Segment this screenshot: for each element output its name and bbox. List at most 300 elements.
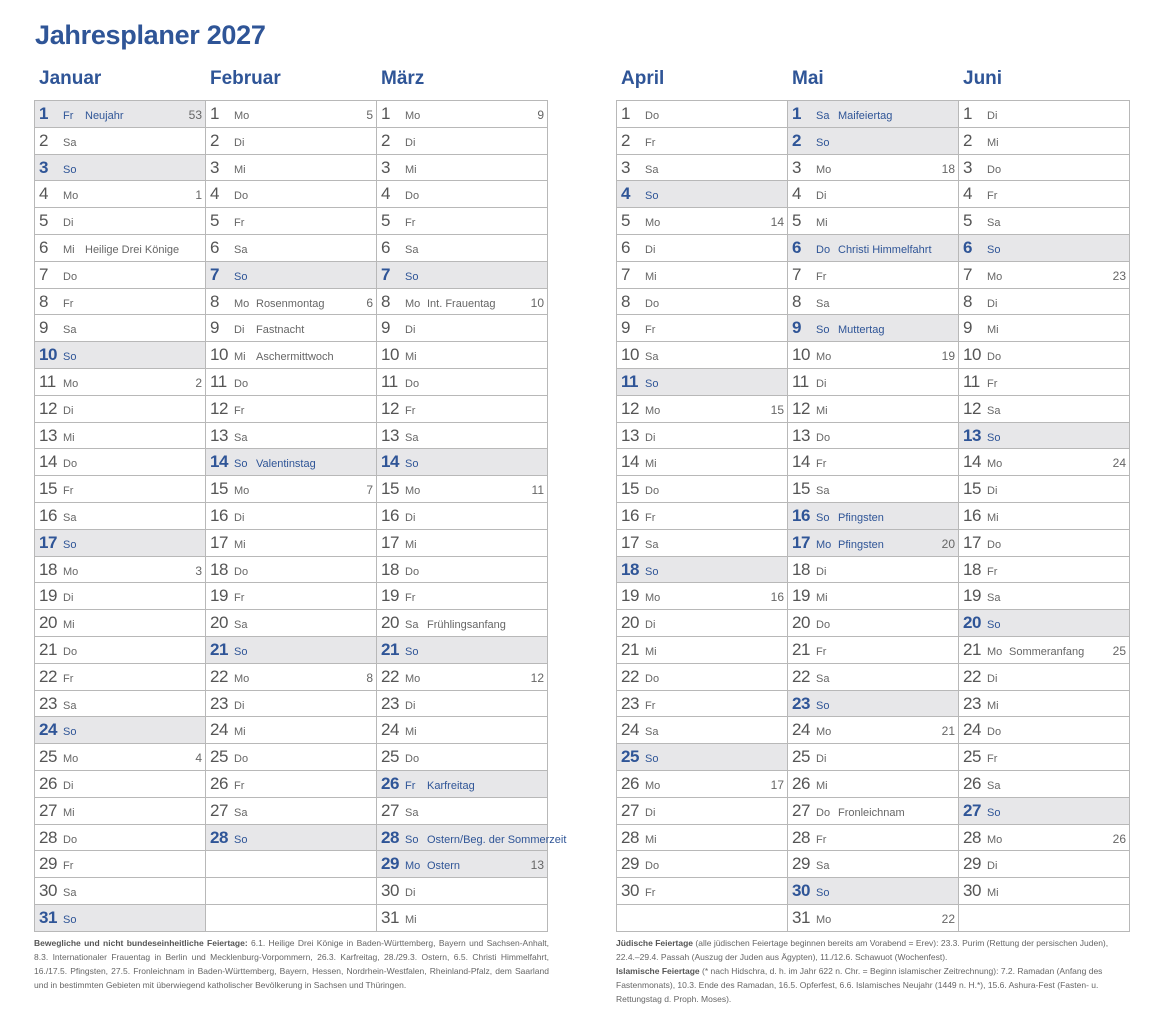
day-number: 21 <box>621 639 639 659</box>
weekday-label: Di <box>816 565 827 578</box>
day-cell[interactable] <box>788 369 959 396</box>
day-cell[interactable] <box>959 369 1130 396</box>
event-label: Rosenmontag <box>256 297 325 310</box>
week-number: 12 <box>530 670 544 685</box>
day-number: 15 <box>621 479 639 499</box>
day-cell[interactable] <box>35 825 206 852</box>
weekday-label: Do <box>405 753 420 766</box>
day-cell[interactable] <box>617 717 788 744</box>
day-cell[interactable] <box>617 583 788 610</box>
weekday-label: Di <box>987 297 998 310</box>
day-number: 12 <box>963 398 981 418</box>
day-cell[interactable] <box>377 744 548 771</box>
day-cell[interactable] <box>788 771 959 798</box>
day-cell[interactable] <box>788 798 959 825</box>
day-cell[interactable] <box>617 530 788 557</box>
day-cell[interactable] <box>377 664 548 691</box>
day-cell[interactable] <box>206 610 377 637</box>
weekday-label: Mo <box>816 351 832 364</box>
day-number: 14 <box>210 452 228 472</box>
day-cell[interactable] <box>788 637 959 664</box>
day-cell[interactable] <box>959 691 1130 718</box>
day-number: 6 <box>39 237 49 257</box>
day-cell[interactable] <box>617 476 788 503</box>
day-number: 15 <box>963 479 981 499</box>
day-cell[interactable] <box>35 744 206 771</box>
day-cell[interactable] <box>959 235 1130 262</box>
weekday-label: Do <box>987 351 1002 364</box>
day-cell[interactable] <box>206 155 377 182</box>
day-cell[interactable] <box>35 181 206 208</box>
weekday-label: Fr <box>405 217 416 230</box>
day-cell[interactable] <box>35 610 206 637</box>
weekday-label: Mo <box>63 377 79 390</box>
day-cell[interactable] <box>617 235 788 262</box>
day-cell[interactable] <box>959 744 1130 771</box>
day-cell[interactable] <box>788 396 959 423</box>
day-number: 13 <box>39 425 57 445</box>
day-cell[interactable] <box>617 396 788 423</box>
day-cell[interactable] <box>788 449 959 476</box>
day-cell[interactable] <box>788 851 959 878</box>
day-cell[interactable] <box>959 101 1130 128</box>
page-title: Jahresplaner 2027 <box>35 20 266 50</box>
day-number: 10 <box>792 345 810 365</box>
day-cell[interactable] <box>959 878 1130 905</box>
day-cell[interactable] <box>35 905 206 932</box>
weekday-label: Di <box>63 217 74 230</box>
day-cell[interactable] <box>206 771 377 798</box>
day-cell[interactable] <box>788 128 959 155</box>
day-number: 11 <box>381 371 398 391</box>
weekday-label: Mo <box>987 458 1003 471</box>
day-cell[interactable] <box>377 449 548 476</box>
day-cell[interactable] <box>959 771 1130 798</box>
day-number: 7 <box>381 264 391 284</box>
weekday-label: Mi <box>405 913 417 926</box>
day-cell[interactable] <box>788 878 959 905</box>
day-cell[interactable] <box>788 289 959 316</box>
weekday-label: Sa <box>405 243 419 256</box>
day-number: 19 <box>39 586 57 606</box>
day-cell[interactable] <box>959 449 1130 476</box>
day-number: 19 <box>621 586 639 606</box>
day-cell[interactable] <box>788 423 959 450</box>
day-cell[interactable] <box>617 610 788 637</box>
day-cell[interactable] <box>617 101 788 128</box>
day-cell[interactable] <box>377 155 548 182</box>
day-cell[interactable] <box>617 503 788 530</box>
day-number: 13 <box>621 425 639 445</box>
day-cell[interactable] <box>959 583 1130 610</box>
day-cell[interactable] <box>377 128 548 155</box>
day-cell[interactable] <box>35 557 206 584</box>
week-number: 25 <box>1112 643 1126 658</box>
day-number: 31 <box>39 907 57 927</box>
day-cell[interactable] <box>959 342 1130 369</box>
day-cell[interactable] <box>959 503 1130 530</box>
week-number: 8 <box>366 670 373 685</box>
day-cell[interactable] <box>377 369 548 396</box>
day-number: 1 <box>621 104 631 123</box>
day-cell[interactable] <box>35 369 206 396</box>
day-cell[interactable] <box>377 342 548 369</box>
weekday-label: Mi <box>234 726 246 739</box>
weekday-label: Fr <box>645 324 656 337</box>
day-cell[interactable] <box>206 369 377 396</box>
month-column <box>206 101 377 932</box>
weekday-label: Fr <box>987 753 998 766</box>
day-cell[interactable] <box>206 289 377 316</box>
day-cell[interactable] <box>959 289 1130 316</box>
week-number: 26 <box>1112 831 1126 846</box>
day-number: 10 <box>963 345 981 365</box>
day-cell[interactable] <box>959 155 1130 182</box>
day-cell[interactable] <box>35 851 206 878</box>
day-cell[interactable] <box>617 691 788 718</box>
day-cell[interactable] <box>788 235 959 262</box>
day-number: 16 <box>381 505 399 525</box>
event-label: Christi Himmelfahrt <box>838 243 932 256</box>
weekday-label: Do <box>63 270 78 283</box>
day-cell[interactable] <box>206 637 377 664</box>
day-cell[interactable] <box>377 476 548 503</box>
day-number: 24 <box>792 720 810 740</box>
day-cell[interactable] <box>959 315 1130 342</box>
day-cell[interactable] <box>35 342 206 369</box>
day-cell[interactable] <box>206 503 377 530</box>
day-cell[interactable] <box>377 181 548 208</box>
day-cell[interactable] <box>788 503 959 530</box>
weekday-label: So <box>816 511 830 524</box>
weekday-label: Fr <box>816 458 827 471</box>
weekday-label: Do <box>816 431 831 444</box>
day-cell[interactable] <box>206 262 377 289</box>
day-cell[interactable] <box>35 262 206 289</box>
day-cell[interactable] <box>377 878 548 905</box>
day-cell[interactable] <box>377 396 548 423</box>
event-label: Pfingsten <box>838 511 884 524</box>
day-cell[interactable] <box>35 530 206 557</box>
weekday-label: So <box>816 136 830 149</box>
day-number: 29 <box>39 854 57 874</box>
day-cell[interactable] <box>35 128 206 155</box>
day-cell[interactable] <box>377 610 548 637</box>
weekday-label: Sa <box>987 217 1001 230</box>
day-cell[interactable] <box>788 315 959 342</box>
day-cell[interactable] <box>377 691 548 718</box>
day-cell[interactable] <box>617 825 788 852</box>
day-number: 24 <box>621 720 639 740</box>
day-cell[interactable] <box>35 208 206 235</box>
day-cell[interactable] <box>377 557 548 584</box>
day-cell[interactable] <box>617 664 788 691</box>
day-number: 7 <box>963 264 973 284</box>
weekday-label: Fr <box>234 217 245 230</box>
empty-day-cell <box>617 905 788 932</box>
weekday-label: Di <box>63 404 74 417</box>
day-cell[interactable] <box>377 235 548 262</box>
day-number: 3 <box>210 157 220 177</box>
day-number: 17 <box>381 532 399 552</box>
day-cell[interactable] <box>788 664 959 691</box>
week-number: 24 <box>1112 456 1126 471</box>
weekday-label: Fr <box>405 592 416 605</box>
day-cell[interactable] <box>959 717 1130 744</box>
day-cell[interactable] <box>617 155 788 182</box>
day-number: 27 <box>963 800 981 820</box>
day-cell[interactable] <box>206 530 377 557</box>
day-cell[interactable] <box>377 851 548 878</box>
day-cell[interactable] <box>206 128 377 155</box>
week-number: 6 <box>366 295 373 310</box>
day-cell[interactable] <box>959 610 1130 637</box>
day-number: 17 <box>792 532 810 552</box>
day-cell[interactable] <box>35 637 206 664</box>
day-number: 8 <box>621 291 631 311</box>
day-cell[interactable] <box>206 342 377 369</box>
day-cell[interactable] <box>617 315 788 342</box>
day-number: 24 <box>39 720 57 740</box>
day-cell[interactable] <box>206 717 377 744</box>
day-cell[interactable] <box>617 181 788 208</box>
day-cell[interactable] <box>35 396 206 423</box>
weekday-label: Mi <box>816 404 828 417</box>
day-cell[interactable] <box>788 610 959 637</box>
day-cell[interactable] <box>617 771 788 798</box>
day-cell[interactable] <box>35 476 206 503</box>
weekday-label: Mo <box>405 485 421 498</box>
weekday-label: Mo <box>405 672 421 685</box>
weekday-label: Sa <box>645 726 659 739</box>
event-label: Frühlingsanfang <box>427 619 506 632</box>
day-cell[interactable] <box>959 128 1130 155</box>
day-cell[interactable] <box>377 771 548 798</box>
weekday-label: Mo <box>234 297 250 310</box>
weekday-label: So <box>645 190 659 203</box>
day-cell[interactable] <box>206 557 377 584</box>
day-cell[interactable] <box>206 396 377 423</box>
weekday-label: Fr <box>63 672 74 685</box>
day-cell[interactable] <box>35 289 206 316</box>
day-cell[interactable] <box>617 557 788 584</box>
day-cell[interactable] <box>35 691 206 718</box>
day-cell[interactable] <box>959 208 1130 235</box>
day-cell[interactable] <box>206 664 377 691</box>
day-cell[interactable] <box>959 664 1130 691</box>
day-cell[interactable] <box>206 101 377 128</box>
day-cell[interactable] <box>35 101 206 128</box>
day-number: 30 <box>621 881 639 901</box>
day-cell[interactable] <box>617 208 788 235</box>
panel-apr-jun <box>616 66 1130 932</box>
day-cell[interactable] <box>35 878 206 905</box>
weekday-label: Do <box>987 163 1002 176</box>
day-number: 22 <box>39 666 57 686</box>
day-cell[interactable] <box>959 557 1130 584</box>
day-cell[interactable] <box>35 155 206 182</box>
weekday-label: Sa <box>816 110 830 122</box>
day-number: 15 <box>39 479 57 499</box>
day-cell[interactable] <box>788 691 959 718</box>
day-cell[interactable] <box>206 744 377 771</box>
day-cell[interactable] <box>206 235 377 262</box>
day-cell[interactable] <box>377 423 548 450</box>
day-cell[interactable] <box>617 369 788 396</box>
day-cell[interactable] <box>35 235 206 262</box>
day-cell[interactable] <box>35 449 206 476</box>
day-cell[interactable] <box>377 717 548 744</box>
day-cell[interactable] <box>959 825 1130 852</box>
day-cell[interactable] <box>35 583 206 610</box>
day-cell[interactable] <box>206 423 377 450</box>
weekday-label: Mo <box>645 217 661 230</box>
day-cell[interactable] <box>206 825 377 852</box>
day-cell[interactable] <box>788 583 959 610</box>
day-cell[interactable] <box>206 208 377 235</box>
day-number: 10 <box>381 345 399 365</box>
day-cell[interactable] <box>959 396 1130 423</box>
day-cell[interactable] <box>206 315 377 342</box>
day-cell[interactable] <box>206 691 377 718</box>
week-number: 13 <box>530 858 544 873</box>
day-cell[interactable] <box>377 101 548 128</box>
day-cell[interactable] <box>206 798 377 825</box>
day-number: 20 <box>210 613 228 633</box>
weekday-label: Mo <box>63 753 79 766</box>
day-cell[interactable] <box>959 637 1130 664</box>
day-cell[interactable] <box>377 503 548 530</box>
day-cell[interactable] <box>617 851 788 878</box>
weekday-label: So <box>816 887 830 900</box>
weekday-label: Di <box>987 485 998 498</box>
day-cell[interactable] <box>788 744 959 771</box>
day-cell[interactable] <box>377 289 548 316</box>
month-header-row <box>616 66 1130 100</box>
day-cell[interactable] <box>377 262 548 289</box>
day-cell[interactable] <box>35 798 206 825</box>
weekday-label: Mi <box>645 645 657 658</box>
day-cell[interactable] <box>35 315 206 342</box>
day-cell[interactable] <box>617 289 788 316</box>
weekday-label: Di <box>405 324 416 337</box>
day-number: 6 <box>963 237 973 257</box>
day-number: 8 <box>792 291 802 311</box>
day-number: 11 <box>39 371 56 391</box>
weekday-label: Mi <box>645 833 657 846</box>
day-cell[interactable] <box>377 637 548 664</box>
weekday-label: So <box>234 270 248 283</box>
day-cell[interactable] <box>617 128 788 155</box>
day-cell[interactable] <box>617 637 788 664</box>
day-cell[interactable] <box>788 181 959 208</box>
day-number: 21 <box>792 639 810 659</box>
day-cell[interactable] <box>788 530 959 557</box>
day-cell[interactable] <box>377 798 548 825</box>
day-cell[interactable] <box>617 449 788 476</box>
day-cell[interactable] <box>788 557 959 584</box>
day-cell[interactable] <box>35 717 206 744</box>
day-cell[interactable] <box>617 342 788 369</box>
weekday-label: Fr <box>645 511 656 524</box>
day-number: 27 <box>381 800 399 820</box>
weekday-label: Di <box>63 592 74 605</box>
day-cell[interactable] <box>617 744 788 771</box>
day-cell[interactable] <box>206 181 377 208</box>
weekday-label: Di <box>645 431 656 444</box>
day-cell[interactable] <box>617 262 788 289</box>
day-cell[interactable] <box>377 905 548 932</box>
day-number: 31 <box>792 907 810 927</box>
weekday-label: Fr <box>63 297 74 310</box>
day-cell[interactable] <box>35 771 206 798</box>
day-cell[interactable] <box>35 423 206 450</box>
day-cell[interactable] <box>788 101 959 128</box>
weekday-label: Di <box>63 779 74 792</box>
day-cell[interactable] <box>788 208 959 235</box>
day-cell[interactable] <box>959 798 1130 825</box>
weekday-label: Mo <box>816 538 832 551</box>
weekday-label: Mo <box>234 110 250 122</box>
day-cell[interactable] <box>206 583 377 610</box>
empty-day-cell <box>206 878 377 905</box>
weekday-label: Sa <box>816 297 830 310</box>
empty-day-cell <box>206 905 377 932</box>
month-name: April <box>621 68 665 89</box>
event-label: Valentinstag <box>256 458 316 471</box>
day-cell[interactable] <box>617 798 788 825</box>
week-number: 9 <box>537 108 544 122</box>
day-cell[interactable] <box>617 423 788 450</box>
day-cell[interactable] <box>959 530 1130 557</box>
weekday-label: Fr <box>63 860 74 873</box>
day-cell[interactable] <box>377 825 567 852</box>
day-cell[interactable] <box>959 476 1130 503</box>
day-cell[interactable] <box>206 476 377 503</box>
week-number: 20 <box>941 536 955 551</box>
day-cell[interactable] <box>959 423 1130 450</box>
day-cell[interactable] <box>35 664 206 691</box>
day-cell[interactable] <box>788 262 959 289</box>
weekday-label: Mi <box>234 163 246 176</box>
weekday-label: So <box>645 377 659 390</box>
weekday-label: Mi <box>63 243 75 256</box>
day-cell[interactable] <box>206 449 377 476</box>
day-cell[interactable] <box>788 905 959 932</box>
weekday-label: Do <box>816 619 831 632</box>
day-cell[interactable] <box>959 851 1130 878</box>
weekday-label: Di <box>405 887 416 900</box>
day-cell[interactable] <box>959 262 1130 289</box>
day-cell[interactable] <box>377 315 548 342</box>
day-cell[interactable] <box>788 155 959 182</box>
day-cell[interactable] <box>617 878 788 905</box>
day-cell[interactable] <box>377 583 548 610</box>
day-number: 9 <box>39 318 49 338</box>
day-cell[interactable] <box>788 825 959 852</box>
day-cell[interactable] <box>788 476 959 503</box>
day-cell[interactable] <box>35 503 206 530</box>
weekday-label: Mo <box>63 190 79 203</box>
day-number: 1 <box>210 104 220 123</box>
day-cell[interactable] <box>959 181 1130 208</box>
day-cell[interactable] <box>377 530 548 557</box>
day-cell[interactable] <box>788 342 959 369</box>
day-number: 15 <box>210 479 228 499</box>
day-cell[interactable] <box>788 717 959 744</box>
day-cell[interactable] <box>377 208 548 235</box>
day-number: 2 <box>210 130 220 150</box>
